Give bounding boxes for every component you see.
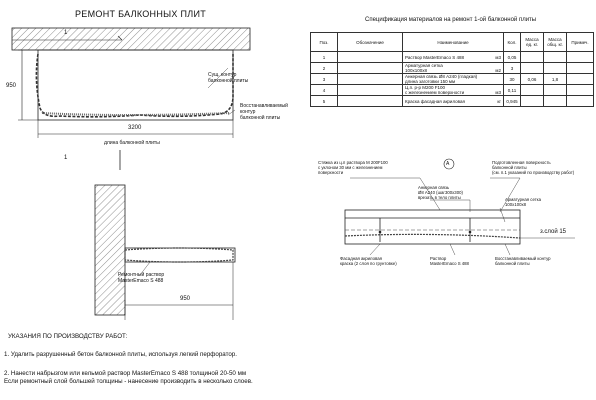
detail-mortar-label: Раствор MasterEmaco S 488 bbox=[430, 256, 469, 266]
spec-cell-name bbox=[403, 52, 504, 63]
detail-paint-label: Фасадная акриловая краска (2 слоя по грунтовке) bbox=[340, 256, 397, 266]
spec-cell-mass-unit: 0,06 bbox=[521, 74, 544, 85]
section-view bbox=[95, 185, 235, 320]
spec-cell-designation bbox=[338, 85, 403, 96]
spec-cell-note bbox=[567, 52, 594, 63]
plan-section-mark: 1 bbox=[64, 30, 68, 36]
spec-header-pos: Поз. bbox=[311, 33, 338, 52]
spec-name-text: Ц.п. р-р М200 F100 с железнением поверхности bbox=[405, 85, 465, 95]
spec-header-mass-unit: Масса ед. кг. bbox=[521, 33, 544, 52]
spec-cell-qty: 30 bbox=[504, 74, 521, 85]
spec-cell-pos: 1 bbox=[311, 52, 338, 63]
spec-cell-note bbox=[567, 85, 594, 96]
spec-cell-mass-unit bbox=[521, 52, 544, 63]
table-row bbox=[311, 96, 594, 107]
spec-cell-mass-total bbox=[544, 96, 567, 107]
plan-length-caption: длина балконной плиты bbox=[104, 140, 160, 146]
spec-unit: м3 bbox=[495, 90, 501, 95]
spec-cell-name bbox=[403, 85, 504, 96]
spec-cell-name bbox=[403, 63, 504, 74]
plan-existing-contour-label: Сущ. контур балконной плиты bbox=[208, 72, 249, 84]
spec-cell-pos: 4 bbox=[311, 85, 338, 96]
spec-cell-designation bbox=[338, 52, 403, 63]
table-row bbox=[311, 63, 594, 74]
spec-cell-pos: 2 bbox=[311, 63, 338, 74]
wall-hatched bbox=[12, 28, 250, 50]
spec-cell-mass-total bbox=[544, 85, 567, 96]
drawing-title: РЕМОНТ БАЛКОННЫХ ПЛИТ bbox=[75, 9, 207, 19]
spec-cell-mass-total bbox=[544, 52, 567, 63]
section-mortar-label: Ремонтный раствор MasterEmaco S 488 bbox=[118, 272, 165, 284]
plan-view bbox=[12, 28, 250, 170]
spec-cell-mass-unit bbox=[521, 63, 544, 74]
spec-cell-qty: 0,11 bbox=[504, 85, 521, 96]
spec-cell-mass-unit bbox=[521, 85, 544, 96]
spec-name-text: Раствор MasterEmaco S 488 bbox=[405, 54, 465, 60]
spec-unit: кг bbox=[497, 98, 501, 104]
spec-cell-qty: 0,05 bbox=[504, 52, 521, 63]
table-row bbox=[311, 85, 594, 96]
spec-cell-designation bbox=[338, 96, 403, 107]
table-row bbox=[311, 52, 594, 63]
detail-restored-contour-label: Восстанавливаемый контур балконной плиты bbox=[495, 256, 551, 266]
spec-header-mass-total: Масса общ. кг. bbox=[544, 33, 567, 52]
notes-heading: УКАЗАНИЯ ПО ПРОИЗВОДСТВУ РАБОТ: bbox=[8, 333, 128, 340]
section-wall bbox=[95, 185, 125, 315]
spec-name-text: Арматурная сетка 100х100х8 bbox=[405, 63, 443, 73]
spec-unit: м3 bbox=[495, 54, 501, 60]
spec-cell-note bbox=[567, 96, 594, 107]
spec-header-designation: Обозначение bbox=[338, 33, 403, 52]
spec-cell-qty: 0,945 bbox=[504, 96, 521, 107]
detail-layer-label: з.слой 15 bbox=[540, 229, 567, 235]
spec-cell-designation bbox=[338, 74, 403, 85]
plan-height-dimension: 950 bbox=[6, 83, 17, 89]
notes-item-2-line-2: Если ремонтный слой большей толщины - нанесение производить в несколько слоев. bbox=[4, 378, 253, 385]
section-mark: 1 bbox=[64, 155, 68, 161]
spec-cell-name bbox=[403, 74, 504, 85]
spec-cell-mass-total bbox=[544, 63, 567, 74]
plan-restored-contour-label: Восстанавливаемый контур балконной плиты bbox=[240, 103, 288, 121]
spec-cell-designation bbox=[338, 63, 403, 74]
spec-header-name: Наименование bbox=[403, 33, 504, 52]
spec-cell-note bbox=[567, 63, 594, 74]
notes-item-2-line-1: 2. Нанести набрызгом или кельмой раствор MasterEmaco S 488 толщиной 20-50 мм bbox=[4, 370, 247, 377]
detail-screed-label: Стяжка из ц.п раствора М 200F100 с уклоном 30 мм с железнением поверхности bbox=[318, 160, 388, 175]
spec-header-qty: Кол. bbox=[504, 33, 521, 52]
detail-prepared-surface-label: Подготовленная поверхность балконной плиты (см. п.1 указаний по производству работ) bbox=[492, 160, 575, 175]
spec-cell-mass-unit bbox=[521, 96, 544, 107]
spec-cell-mass-total: 1,8 bbox=[544, 74, 567, 85]
notes-item-1: 1. Удалить разрушенный бетон балконной плиты, используя легкий перфоратор. bbox=[4, 351, 237, 358]
spec-cell-note bbox=[567, 74, 594, 85]
detail-mesh-label: Арматурная сетка 100х100х8 bbox=[505, 197, 542, 207]
spec-cell-pos: 5 bbox=[311, 96, 338, 107]
spec-unit: м2 bbox=[495, 68, 501, 73]
damaged-contour bbox=[36, 54, 233, 117]
spec-header-row bbox=[311, 33, 594, 52]
spec-cell-pos: 3 bbox=[311, 74, 338, 85]
spec-title: Спецификация материалов на ремонт 1-ой балконной плиты bbox=[365, 17, 537, 23]
balcony-slab-outline bbox=[38, 50, 233, 120]
spec-table bbox=[310, 32, 594, 107]
plan-length-dimension: 3200 bbox=[128, 125, 142, 131]
detail-slab bbox=[345, 210, 520, 244]
detail-node-mark: А bbox=[446, 161, 450, 167]
spec-name-text: Краска фасадная акриловая bbox=[405, 98, 465, 104]
spec-cell-qty: 3 bbox=[504, 63, 521, 74]
section-slab bbox=[125, 248, 235, 262]
spec-cell-name bbox=[403, 96, 504, 107]
section-width-dimension: 950 bbox=[180, 296, 191, 302]
detail-anchor-label: Анкерная связь Ø8 А240 (шаг300х300) врезать в тело плиты bbox=[418, 185, 463, 200]
spec-header-note: Примеч. bbox=[567, 33, 594, 52]
table-row bbox=[311, 74, 594, 85]
spec-name-text: Анкерная связь Ø8 А240 (гладкая) длина заготовки 150 мм bbox=[405, 74, 478, 84]
